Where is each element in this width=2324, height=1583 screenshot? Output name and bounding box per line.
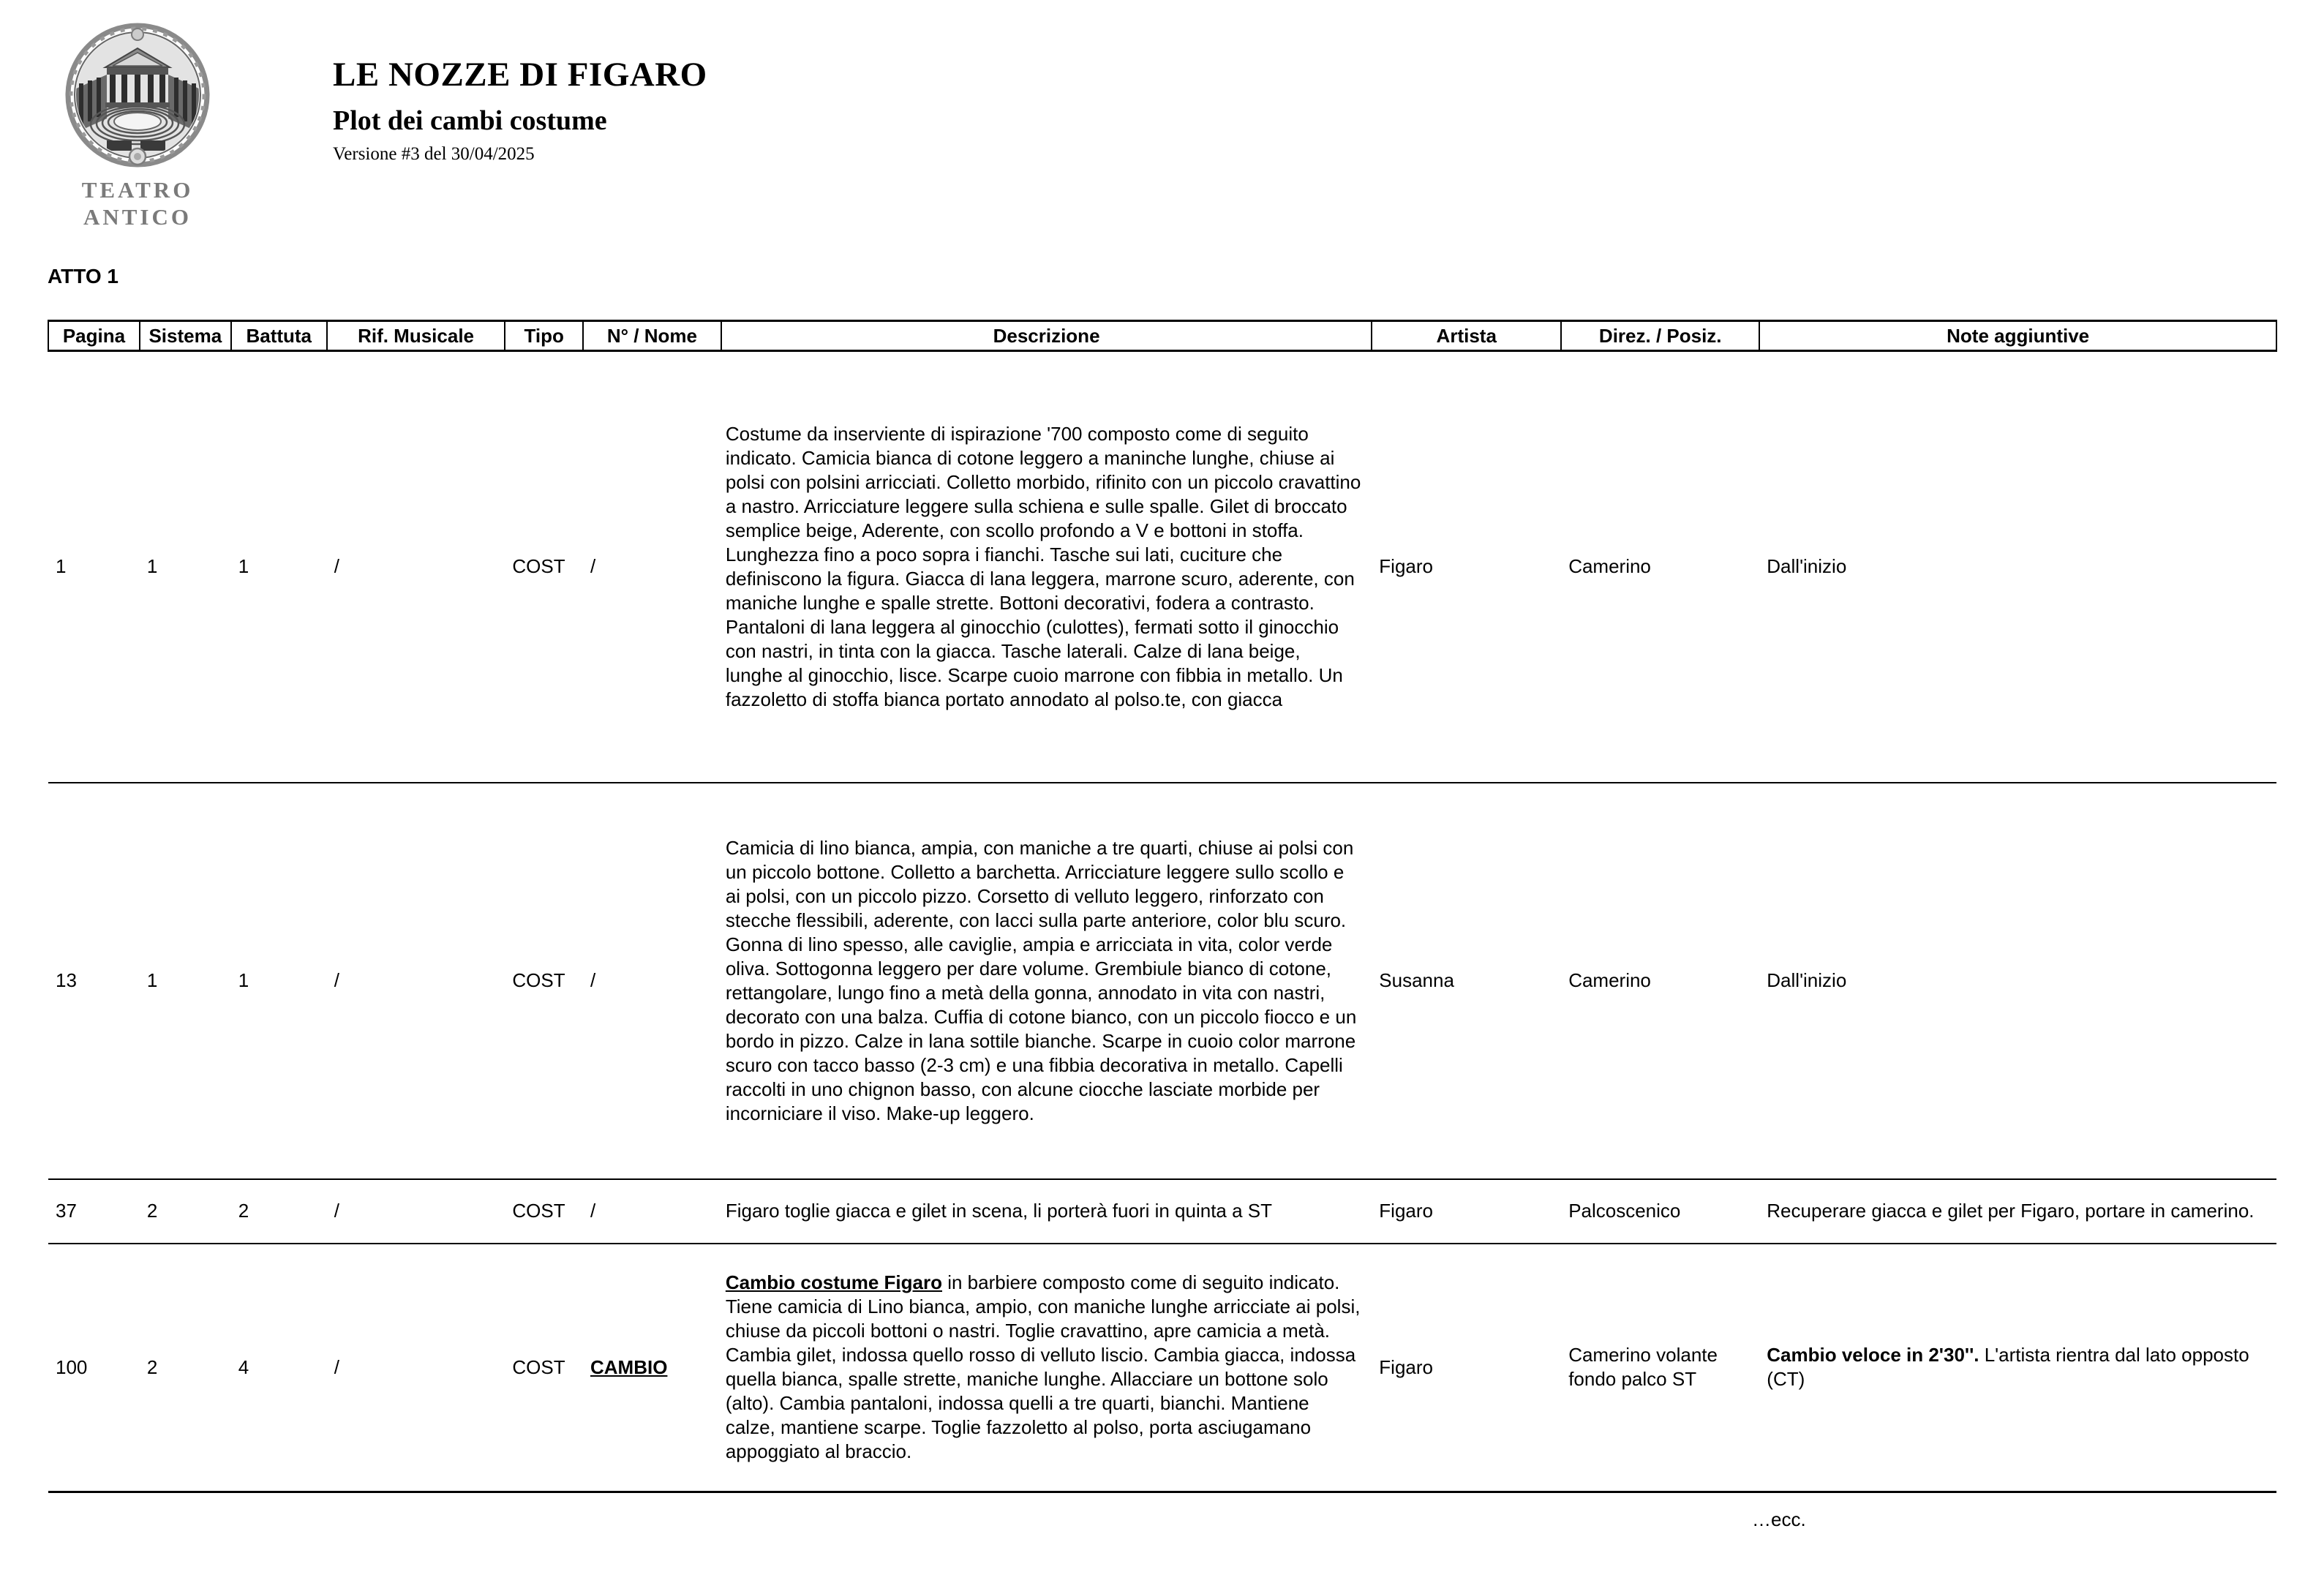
col-header-rif-musicale: Rif. Musicale — [327, 321, 505, 351]
cell-direz-posiz: Camerino — [1561, 783, 1759, 1179]
descrizione-text: in barbiere composto come di seguito indicato. Tiene camicia di Lino bianca, ampio, con maniche lunghe arricciate ai polsi, chiuse da piccoli bottoni o nastri. Toglie cravattino, apre camicia a metà. Cambia gilet, indossa quello rosso di velluto liscio. Cambia giacca, indossa quella bianca, spalle strette, maniche lunghe. Allacciare un bottone solo (alto). Cambia pantaloni, indossa quelli a tre quarti, bianchi. Mantiene calze, mantiene scarpe. Toglie fazzoletto al polso, porta asciugamano appoggiato al braccio. — [725, 1271, 1361, 1463]
cell-pagina: 37 — [48, 1179, 140, 1244]
cell-note — [1759, 1244, 2276, 1492]
note-text: Dall'inizio — [1767, 969, 1847, 991]
document-subtitle: Plot dei cambi costume — [333, 105, 607, 136]
cell-battuta: 1 — [231, 783, 327, 1179]
cell-tipo: COST — [505, 1244, 583, 1492]
cell-pagina: 1 — [48, 351, 140, 783]
descrizione-lead: Cambio costume Figaro — [725, 1271, 942, 1294]
col-header-sistema: Sistema — [140, 321, 231, 351]
continuation-mark: …ecc. — [1752, 1508, 1806, 1530]
note-lead: Cambio veloce in 2'30''. — [1767, 1344, 1979, 1366]
cell-battuta: 1 — [231, 351, 327, 783]
table-row — [48, 783, 2276, 1179]
cell-numero-nome — [583, 1179, 721, 1244]
title-block — [333, 55, 707, 165]
cell-note — [1759, 783, 2276, 1179]
cell-artista: Figaro — [1372, 1244, 1561, 1492]
cell-pagina: 100 — [48, 1244, 140, 1492]
col-header-note-aggiuntive: Note aggiuntive — [1759, 321, 2276, 351]
cell-rif-musicale: / — [327, 351, 505, 783]
cell-direz-posiz: Camerino — [1561, 351, 1759, 783]
col-header-tipo: Tipo — [505, 321, 583, 351]
logo-line-antico: ANTICO — [83, 204, 192, 230]
logo-wordmark — [64, 176, 211, 230]
col-header-artista: Artista — [1372, 321, 1561, 351]
cell-rif-musicale: / — [327, 783, 505, 1179]
table-header-row — [48, 321, 2276, 351]
cell-numero-nome — [583, 783, 721, 1179]
note-text: Dall'inizio — [1767, 555, 1847, 578]
cell-tipo: COST — [505, 783, 583, 1179]
amphitheatre-emblem-icon — [64, 22, 211, 172]
table-row — [48, 1244, 2276, 1492]
cell-tipo: COST — [505, 351, 583, 783]
note-text: Recuperare giacca e gilet per Figaro, portare in camerino. — [1767, 1200, 2255, 1222]
table-row — [48, 351, 2276, 783]
col-header-pagina: Pagina — [48, 321, 140, 351]
theatre-logo — [64, 22, 211, 230]
cell-numero-nome — [583, 1244, 721, 1492]
col-header-direz-posiz: Direz. / Posiz. — [1561, 321, 1759, 351]
cell-direz-posiz: Camerino volante fondo palco ST — [1561, 1244, 1759, 1492]
cell-rif-musicale: / — [327, 1179, 505, 1244]
col-header-battuta: Battuta — [231, 321, 327, 351]
note-text: L'artista rientra dal lato opposto (CT) — [1767, 1344, 2249, 1391]
version-line: Versione #3 del 30/04/2025 — [333, 144, 535, 164]
cell-direz-posiz: Palcoscenico — [1561, 1179, 1759, 1244]
logo-line-teatro: TEATRO — [81, 177, 194, 203]
cell-descrizione — [721, 1244, 1372, 1492]
cell-note — [1759, 351, 2276, 783]
cell-sistema: 2 — [140, 1179, 231, 1244]
act-heading: ATTO 1 — [48, 265, 119, 287]
col-header-descrizione: Descrizione — [721, 321, 1372, 351]
descrizione-text: Costume da inserviente di ispirazione '700 composto come di seguito indicato. Camicia bianca di cotone leggero a maninche lunghe, chiuse ai polsi con polsini arricciati. Colletto morbido, rifinito con un piccolo cravattino a nastro. Arricciature leggere sulla schiena e sulle spalle. Gilet di broccato semplice beige, Aderente, con scollo profondo a V e bottoni in stoffa. Lunghezza fino a poco sopra i fianchi. Tasche sui lati, cuciture che definiscono la figura. Giacca di lana leggera, marrone scuro, aderente, con maniche lunghe e spalle strette. Bottoni decorativi, fodera a contrasto. Pantaloni di lana leggera al ginocchio (culottes), fermati sotto il ginocchio con nastri, in tinta con la giacca. Tasche laterali. Calze di lana beige, lunghe al ginocchio, lisce. Scarpe cuoio marrone con fibbia in metallo. Un fazzoletto di stoffa bianca portato annodato al polso.te, con giacca — [725, 422, 1361, 710]
cell-battuta: 2 — [231, 1179, 327, 1244]
nome-value: / — [590, 555, 596, 578]
cell-artista: Susanna — [1372, 783, 1561, 1179]
cell-rif-musicale: / — [327, 1244, 505, 1492]
cell-pagina: 13 — [48, 783, 140, 1179]
cell-sistema: 1 — [140, 783, 231, 1179]
table-row — [48, 1179, 2276, 1244]
cell-artista: Figaro — [1372, 351, 1561, 783]
descrizione-text: Camicia di lino bianca, ampia, con maniche a tre quarti, chiuse ai polsi con un piccolo bottone. Colletto a barchetta. Arricciature leggere sullo scollo e ai polsi, con un piccolo pizzo. Corsetto di velluto leggero, rinforzato con stecche flessibili, aderente, con lacci sulla parte anteriore, color blu scuro. Gonna di lino spesso, alle caviglie, ampia e arricciata in vita, color verde oliva. Sottogonna leggero per dare volume. Grembiule bianco di cotone, rettangolare, lungo fino a metà della gonna, annodato in vita con nastri, decorato con una balza. Cuffia di cotone bianco, con un piccolo fiocco e un bordo in pizzo. Calze in lana sottile bianche. Scarpe in cuoio color marrone scuro con tacco basso (2-3 cm) e una fibbia decorativa in metallo. Capelli raccolti in uno chignon basso, con alcune ciocche lasciate morbide per incorniciare il viso. Make-up leggero. — [725, 836, 1357, 1124]
cell-artista: Figaro — [1372, 1179, 1561, 1244]
cell-numero-nome — [583, 351, 721, 783]
col-header-numero-nome: N° / Nome — [583, 321, 721, 351]
cell-sistema: 2 — [140, 1244, 231, 1492]
nome-value: / — [590, 1200, 596, 1222]
cell-note — [1759, 1179, 2276, 1244]
cell-descrizione — [721, 783, 1372, 1179]
cell-descrizione — [721, 351, 1372, 783]
document-title: LE NOZZE DI FIGARO — [333, 56, 707, 94]
costume-plot-table — [48, 320, 2277, 1493]
cell-descrizione — [721, 1179, 1372, 1244]
cell-tipo: COST — [505, 1179, 583, 1244]
descrizione-text: Figaro toglie giacca e gilet in scena, li porterà fuori in quinta a ST — [725, 1200, 1273, 1222]
cell-battuta: 4 — [231, 1244, 327, 1492]
cell-sistema: 1 — [140, 351, 231, 783]
nome-value: / — [590, 969, 596, 991]
cambio-flag: CAMBIO — [590, 1355, 668, 1378]
